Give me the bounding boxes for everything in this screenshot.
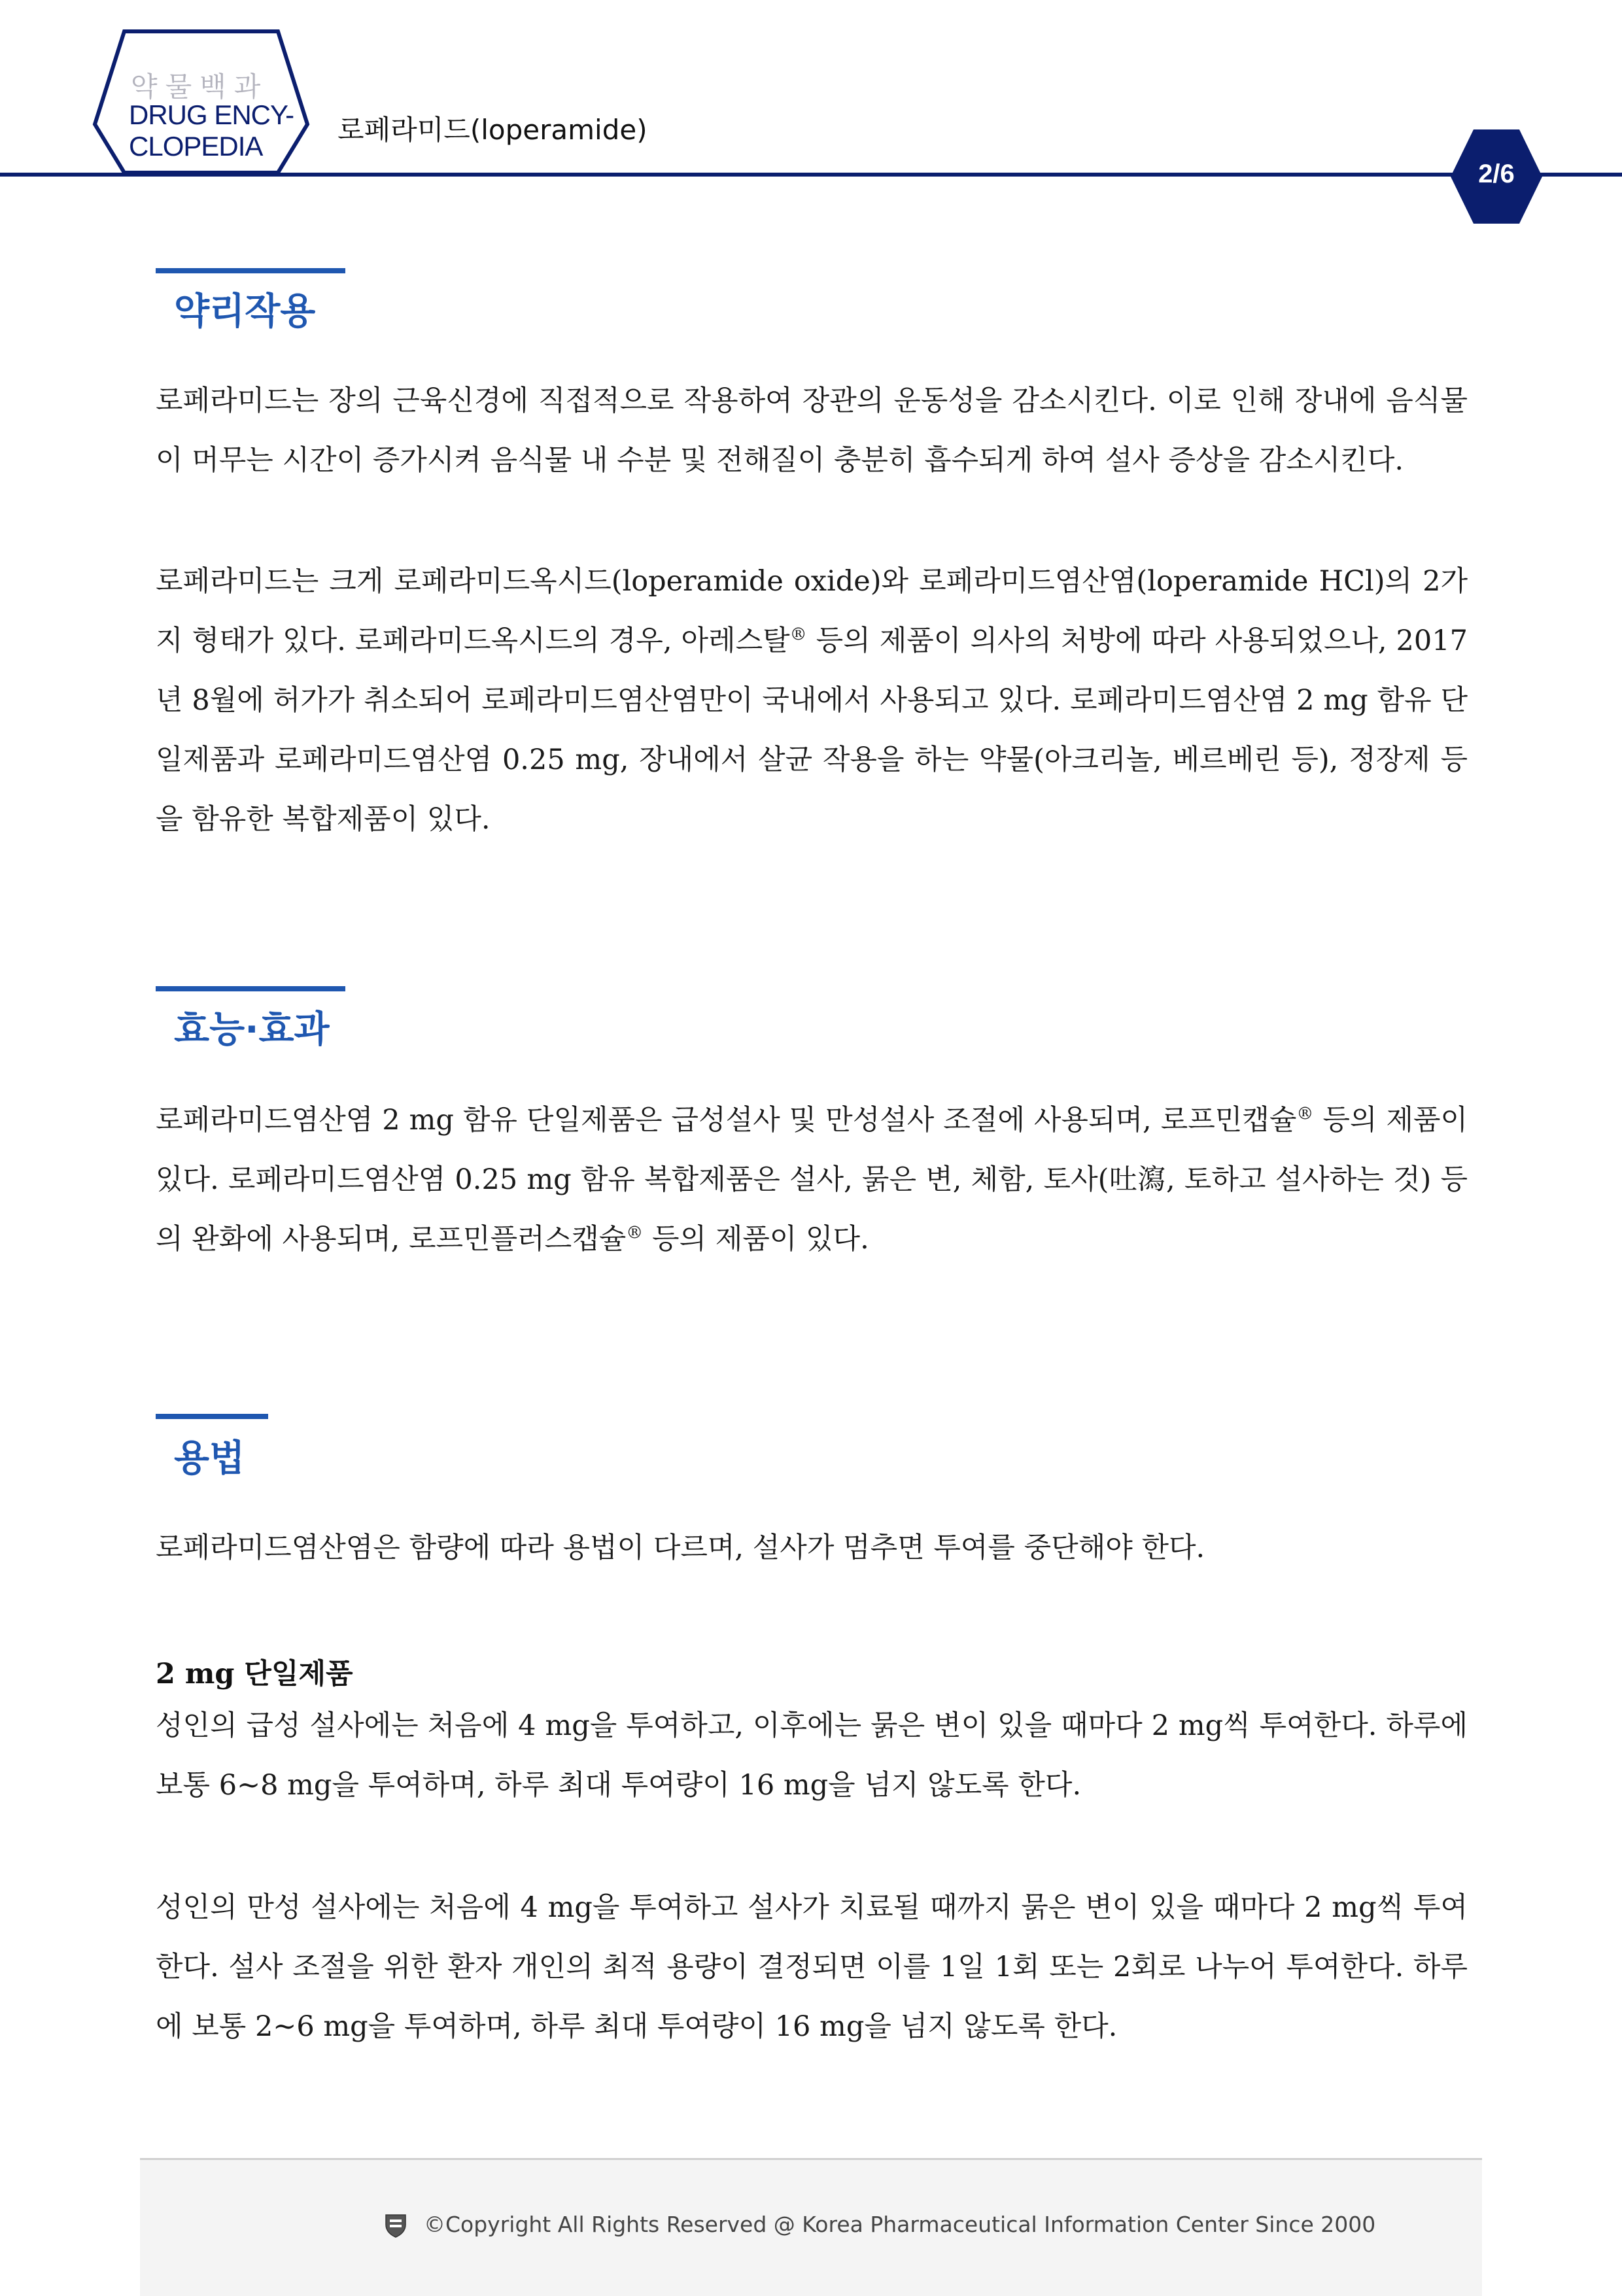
- section-bar-dosage: [156, 1414, 268, 1419]
- paragraph-text: 로페라미드염산염 2 mg 함유 단일제품은 급성설사 및 만성설사 조절에 사용되며, 로프민캡슐: [156, 1104, 1297, 1137]
- logo-english-line-2: CLOPEDIA: [129, 131, 263, 162]
- section-bar-efficacy: [156, 986, 345, 991]
- subheading-2mg-single-product: 2 mg 단일제품: [156, 1658, 353, 1690]
- paragraph-pharmacology-2: [156, 552, 1468, 849]
- paragraph-dosage-acute: 성인의 급성 설사에는 처음에 4 mg을 투여하고, 이후에는 묽은 변이 있을 때마다 2 mg씩 투여한다. 하루에 보통 6~8 mg을 투여하며, 하루 최대 투여량이 16 mg을 넘지 않도록 한다.: [156, 1709, 1468, 1802]
- footer-copyright: ©Copyright All Rights Reserved @ Korea Pharmaceutical Information Center Since 2000: [424, 2212, 1376, 2237]
- paragraph-efficacy: [156, 1091, 1468, 1269]
- section-title-pharmacology: 약리작용: [174, 290, 316, 333]
- paragraph-dosage-chronic: 성인의 만성 설사에는 처음에 4 mg을 투여하고 설사가 치료될 때까지 묽은 변이 있을 때마다 2 mg씩 투여한다. 설사 조절을 위한 환자 개인의 최적 용량이 결정되면 이를 1일 1회 또는 2회로 나누어 투여한다. 하루에 보통 2~6 mg을 투여하며, 하루 최대 투여량이 16 mg을 넘지 않도록 한다.: [156, 1891, 1468, 2043]
- registered-mark: ®: [1296, 1104, 1314, 1124]
- paragraph-pharmacology-1: 로페라미드는 장의 근육신경에 직접적으로 작용하여 장관의 운동성을 감소시킨다. 이로 인해 장내에 음식물이 머무는 시간이 증가시켜 음식물 내 수분 및 전해질이 충분히 흡수되게 하여 설사 증상을 감소시킨다.: [156, 385, 1468, 477]
- logo-korean-text: 약물백과: [131, 71, 269, 103]
- section-title-dosage: 용법: [174, 1437, 245, 1480]
- page-number: 2/6: [1478, 160, 1515, 188]
- logo-english-text: [129, 99, 294, 162]
- section-title-efficacy: 효능·효과: [174, 1008, 330, 1051]
- registered-mark: ®: [789, 625, 807, 645]
- section-bar-pharmacology: [156, 268, 345, 273]
- registered-mark: ®: [626, 1223, 644, 1243]
- paragraph-text: 등의 제품이 있다.: [643, 1223, 869, 1256]
- paragraph-text: 등의 제품이 있다. 로페라미드염산염 0.25 mg 함유 복합제품은 설사, 묽은 변, 체함, 토사(吐瀉, 토하고 설사하는 것) 등의 완화에 사용되며, 로프민플러스캡슐: [156, 1104, 1468, 1256]
- logo-english-line-1: DRUG ENCY-: [129, 99, 294, 130]
- paragraph-dosage-intro: 로페라미드염산염은 함량에 따라 용법이 다르며, 설사가 멈추면 투여를 중단해야 한다.: [156, 1532, 1205, 1564]
- header-rule: [0, 173, 1622, 177]
- paragraph-text: 로페라미드는 크게 로페라미드옥시드(loperamide oxide)와 로페라미드염산염(loperamide HCl)의 2가지 형태가 있다. 로페라미드옥시드의 경우, 아레스탈: [156, 565, 1468, 657]
- shield-icon: [385, 2213, 407, 2238]
- document-title: 로페라미드(loperamide): [337, 114, 647, 146]
- paragraph-text: 등의 제품이 의사의 처방에 따라 사용되었으나, 2017년 8월에 허가가 취소되어 로페라미드염산염만이 국내에서 사용되고 있다. 로페라미드염산염 2 mg 함유 단일제품과 로페라미드염산염 0.25 mg, 장내에서 살균 작용을 하는 약물(아크리놀, 베르베린 등), 정장제 등을 함유한 복합제품이 있다.: [156, 625, 1468, 836]
